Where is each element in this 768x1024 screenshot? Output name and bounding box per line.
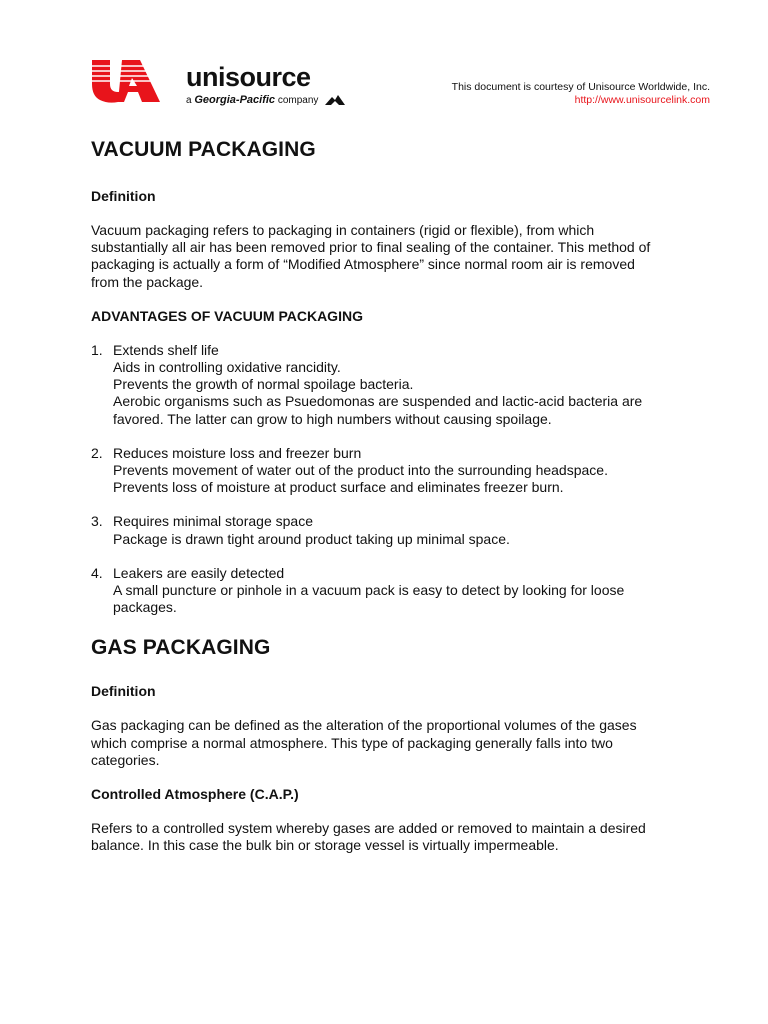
unisource-ua-logo-icon xyxy=(88,56,162,104)
list-item-title: Reduces moisture loss and freezer burn xyxy=(113,444,362,461)
main-content xyxy=(91,136,651,854)
tagline-prefix: a xyxy=(186,95,192,106)
advantages-heading: ADVANTAGES OF VACUUM PACKAGING xyxy=(91,307,363,324)
brand-block xyxy=(186,64,345,107)
list-item xyxy=(91,513,651,547)
list-item-line: Prevents the growth of normal spoilage bacteria. xyxy=(113,376,414,393)
tagline-company: Georgia-Pacific xyxy=(194,94,276,106)
list-item-line: Aerobic organisms such as Psuedomonas are suspended and lactic-acid bacteria are favored. The latter can grow to high numbers without causing spoilage. xyxy=(113,393,643,427)
gas-definition-heading: Definition xyxy=(91,683,156,700)
list-item-line: Prevents loss of moisture at product surface and eliminates freezer burn. xyxy=(113,479,564,496)
gas-title: GAS PACKAGING xyxy=(91,636,271,660)
list-item-line: Aids in controlling oxidative rancidity. xyxy=(113,359,341,376)
list-item-title: Extends shelf life xyxy=(113,341,219,358)
gas-definition-text: Gas packaging can be defined as the alteration of the proportional volumes of the gases which comprise a normal atmosphere. This type of packaging generally falls into two categories. xyxy=(91,717,637,768)
list-item-title: Leakers are easily detected xyxy=(113,564,285,581)
list-number: 4. xyxy=(91,564,103,581)
courtesy-text: This document is courtesy of Unisource Worldwide, Inc. xyxy=(451,81,710,93)
tagline-suffix: company xyxy=(277,95,319,106)
unisource-link[interactable]: http://www.unisourcelink.com xyxy=(574,93,710,106)
advantages-list xyxy=(91,342,651,617)
list-item xyxy=(91,445,651,497)
list-item xyxy=(91,342,651,428)
courtesy-note xyxy=(452,81,710,106)
georgia-pacific-tree-icon xyxy=(325,95,345,105)
list-item xyxy=(91,565,651,617)
list-number: 2. xyxy=(91,444,103,461)
brand-name: unisource xyxy=(186,62,311,92)
list-item-line: Prevents movement of water out of the product into the surrounding headspace. xyxy=(113,462,608,479)
vacuum-definition-text: Vacuum packaging refers to packaging in containers (rigid or flexible), from which substantially all air has been removed prior to final sealing of the container. This method of packaging is actually a form of “Modified Atmosphere” since normal room air is removed from the package. xyxy=(91,222,651,290)
list-number: 1. xyxy=(91,341,103,358)
list-item-line: A small puncture or pinhole in a vacuum pack is easy to detect by looking for loose packages. xyxy=(113,582,625,616)
vacuum-definition-heading: Definition xyxy=(91,188,156,204)
list-item-title: Requires minimal storage space xyxy=(113,513,313,530)
brand-tagline xyxy=(186,94,345,107)
list-number: 3. xyxy=(91,513,103,530)
vacuum-title: VACUUM PACKAGING xyxy=(91,138,316,161)
cap-heading: Controlled Atmosphere (C.A.P.) xyxy=(91,786,299,803)
cap-text: Refers to a controlled system whereby gases are added or removed to maintain a desired balance. In this case the bulk bin or storage vessel is virtually impermeable. xyxy=(91,820,646,854)
list-item-line: Package is drawn tight around product taking up minimal space. xyxy=(113,530,510,547)
